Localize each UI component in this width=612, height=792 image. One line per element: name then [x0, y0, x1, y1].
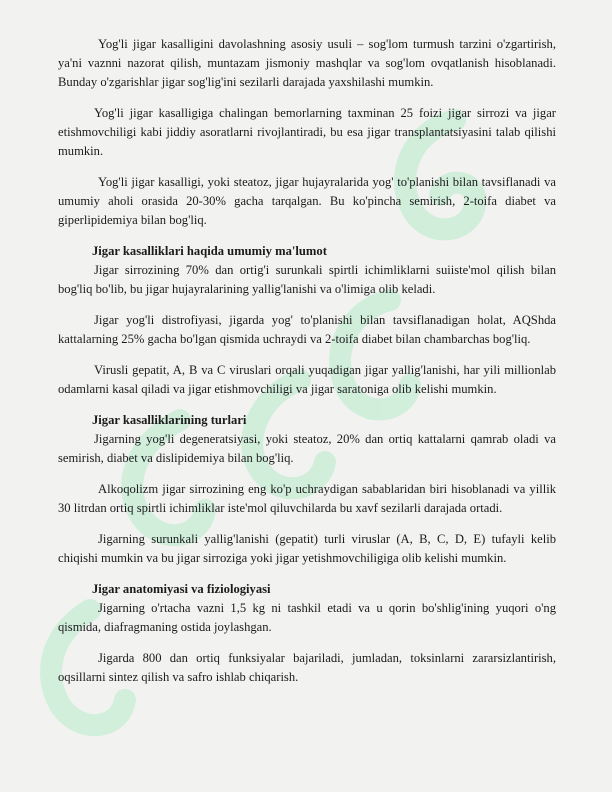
paragraph: Jigarning yog'li degeneratsiyasi, yoki steatoz, 20% dan ortiq kattalarni qamrab oladi va semirish, diabet va dislipidemiya bilan bog'liq. [58, 432, 556, 465]
paragraph: Yog'li jigar kasalligi, yoki steatoz, jigar hujayralarida yog' to'planishi bilan tavsiflanadi va umumiy aholi orasida 20-30% gacha tarqalgan. Bu ko'pincha semirish, 2-toifa diabet va giperlipidemiya bilan bog'liq. [58, 175, 556, 227]
document-body [58, 35, 556, 699]
paragraph: Yog'li jigar kasalligiga chalingan bemorlarning taxminan 25 foizi jigar sirrozi va jigar etishmovchiligi kabi jiddiy asoratlarni rivojlantiradi, bu esa jigar transplantatsiyasini talab qilishi mumkin. [58, 106, 556, 158]
section-heading: Jigar anatomiyasi va fiziologiyasi [92, 582, 271, 596]
section-heading: Jigar kasalliklari haqida umumiy ma'lumot [92, 244, 327, 258]
section-heading: Jigar kasalliklarining turlari [92, 413, 247, 427]
paragraph: Alkoqolizm jigar sirrozining eng ko'p uchraydigan sabablaridan biri hisoblanadi va yillik 30 litrdan ortiq spirtli ichimliklar iste'mol qiluvchilarda bu xavf sezilarli darajada ortadi. [58, 482, 556, 515]
paragraph: Jigarda 800 dan ortiq funksiyalar bajariladi, jumladan, toksinlarni zararsizlantirish, oqsillarni sintez qilish va safro ishlab chiqarish. [58, 651, 556, 684]
paragraph: Yog'li jigar kasalligini davolashning asosiy usuli – sog'lom turmush tarzini o'zgartirish, ya'ni vaznni nazorat qilish, muntazam jismoniy mashqlar va sog'lom ovqatlanish hisoblanadi. Bunday o'zgarishlar jigar sog'lig'ini sezilarli darajada yaxshilashi mumkin. [58, 37, 556, 89]
paragraph: Jigar sirrozining 70% dan ortig'i surunkali spirtli ichimliklarni suiiste'mol qilish bilan bog'liq bo'lib, bu jigar hujayralarining yallig'lanishi va o'limiga olib keladi. [58, 263, 556, 296]
paragraph: Jigarning surunkali yallig'lanishi (gepatit) turli viruslar (A, B, C, D, E) tufayli kelib chiqishi mumkin va bu jigar sirroziga yoki jigar yetishmovchiligiga olib kelishi mumkin. [58, 532, 556, 565]
paragraph: Virusli gepatit, A, B va C viruslari orqali yuqadigan jigar yallig'lanishi, har yili millionlab odamlarni kasal qiladi va jigar etishmovchiligi va jigar saratoniga olib kelishi mumkin. [58, 363, 556, 396]
paragraph: Jigarning o'rtacha vazni 1,5 kg ni tashkil etadi va u qorin bo'shlig'ining yuqori o'ng qismida, diafragmaning ostida joylashgan. [58, 601, 556, 634]
paragraph: Jigar yog'li distrofiyasi, jigarda yog' to'planishi bilan tavsiflanadigan holat, AQShda kattalarning 25% gacha bo'lgan qismida uchraydi va 2-toifa diabet bilan chambarchas bog'liq. [58, 313, 556, 346]
